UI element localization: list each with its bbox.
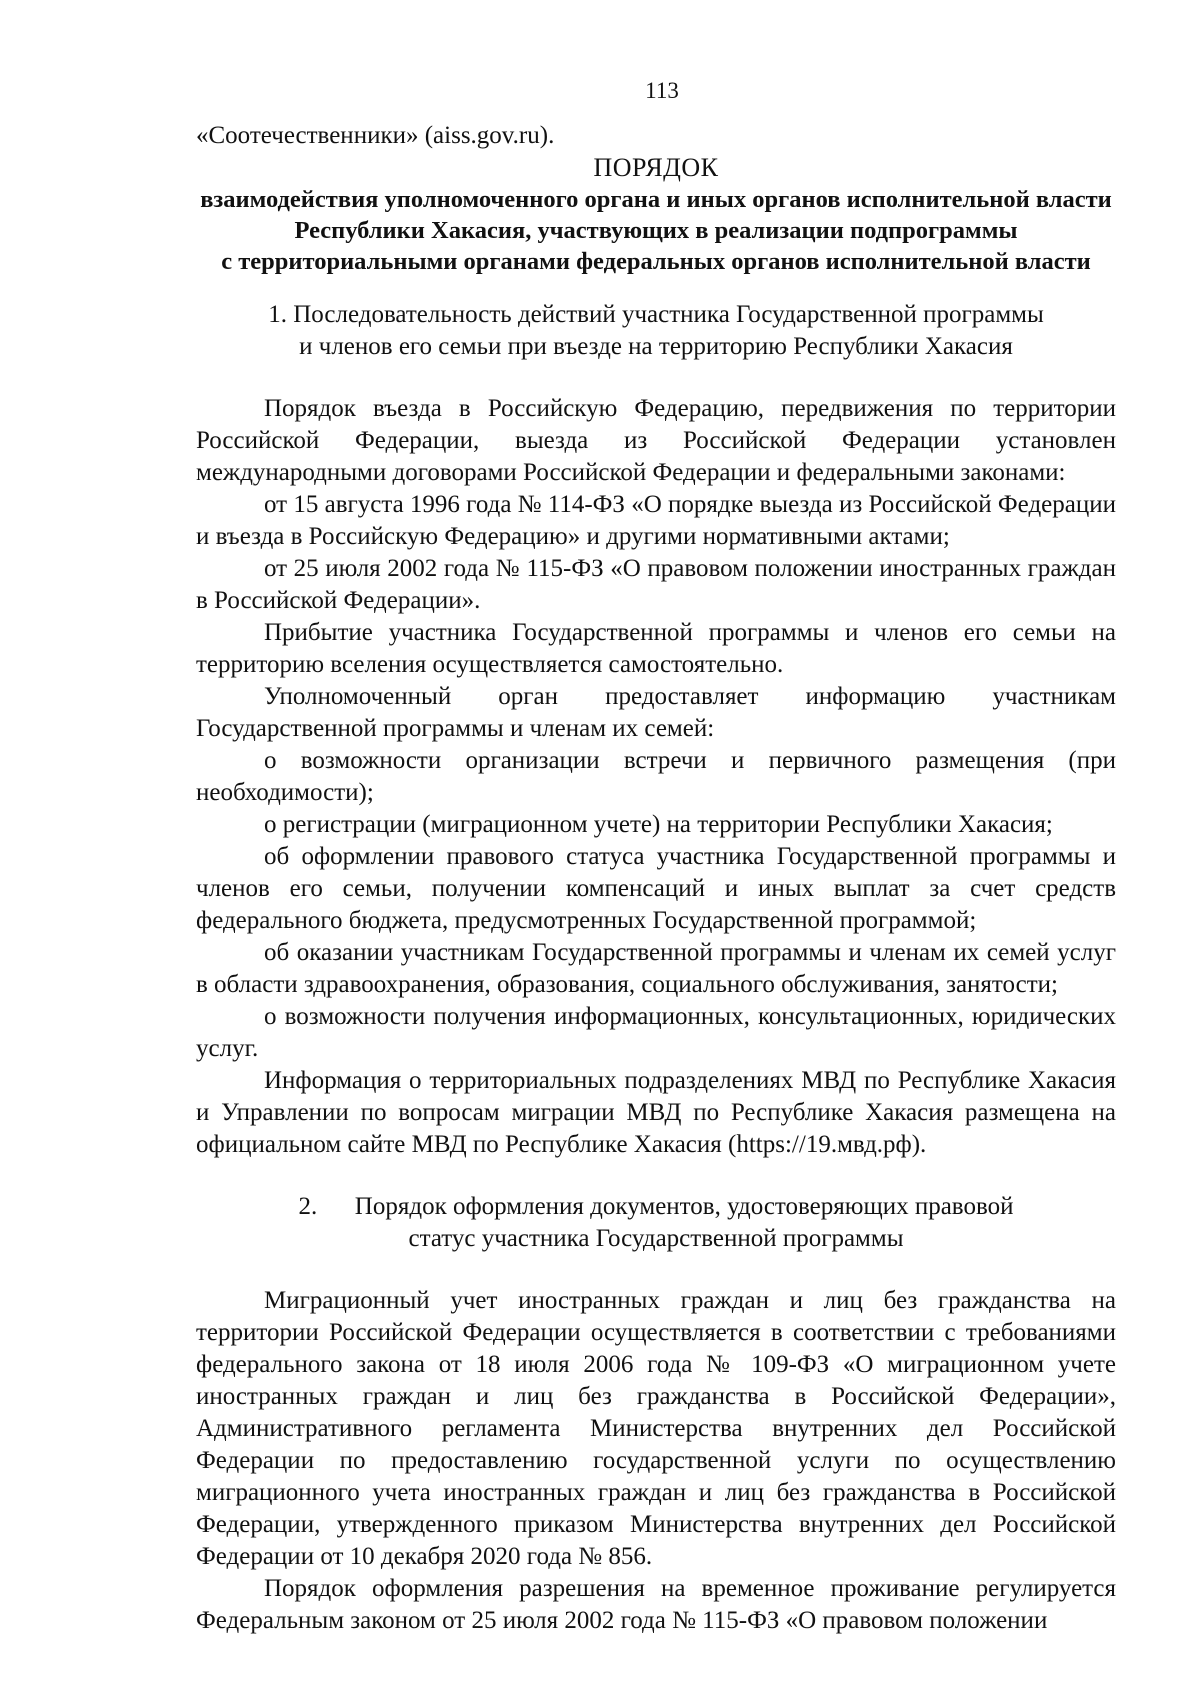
paragraph: от 15 августа 1996 года № 114-ФЗ «О порядке выезда из Российской Федерации и въезда в Российскую Федерацию» и другими нормативными актами; <box>196 491 1116 550</box>
section-1-heading: 1. Последовательность действий участника Государственной программы <box>268 301 1044 328</box>
subtitle-line: с территориальными органами федеральных органов исполнительной власти <box>221 248 1091 275</box>
spacer <box>196 1161 1116 1191</box>
paragraph: о возможности получения информационных, консультационных, юридических услуг. <box>196 1003 1116 1062</box>
paragraph: Прибытие участника Государственной программы и членов его семьи на территорию вселения осуществляется самостоятельно. <box>196 619 1116 678</box>
top-line: «Соотечественники» (aiss.gov.ru). <box>196 122 555 149</box>
page-number: 113 <box>645 78 679 103</box>
paragraph: Миграционный учет иностранных граждан и лиц без гражданства на территории Российской Федерации осуществляется в соответствии с требованиями федерального закона от 18 июля 2006 года № 109-ФЗ «О миграционном учете иностранных граждан и лиц без гражданства в Российской Федерации», Административного регламента Министерства внутренних дел Российской Федерации по предоставлению государственной услуги по осуществлению миграционного учета иностранных граждан и лиц без гражданства в Российской Федерации, утвержденного приказом Министерства внутренних дел Российской Федерации от 10 декабря 2020 года № 856. <box>196 1287 1116 1570</box>
section-1-heading: и членов его семьи при въезде на территорию Республики Хакасия <box>299 333 1013 360</box>
paragraph: об оформлении правового статуса участника Государственной программы и членов его семьи, получении компенсаций и иных выплат за счет средств федерального бюджета, предусмотренных Государственной программой; <box>196 843 1116 934</box>
section-2-heading: статус участника Государственной программы <box>408 1225 904 1252</box>
spacer <box>196 1255 1116 1285</box>
paragraph: Порядок оформления разрешения на временное проживание регулируется Федеральным законом от 25 июля 2002 года № 115-ФЗ «О правовом положении <box>196 1575 1116 1634</box>
document-title: ПОРЯДОК <box>593 153 719 182</box>
paragraph: Уполномоченный орган предоставляет информацию участникам Государственной программы и членам их семей: <box>196 683 1116 742</box>
spacer <box>196 277 1116 299</box>
paragraph: об оказании участникам Государственной программы и членам их семей услуг в области здравоохранения, образования, социального обслуживания, занятости; <box>196 939 1116 998</box>
paragraph: о возможности организации встречи и первичного размещения (при необходимости); <box>196 747 1116 806</box>
document-body <box>196 120 1116 1637</box>
subtitle-line: взаимодействия уполномоченного органа и иных органов исполнительной власти <box>200 186 1112 213</box>
subtitle-line: Республики Хакасия, участвующих в реализации подпрограммы <box>294 217 1018 244</box>
spacer <box>196 363 1116 393</box>
paragraph: Информация о территориальных подразделениях МВД по Республике Хакасия и Управлении по вопросам миграции МВД по Республике Хакасия размещена на официальном сайте МВД по Республике Хакасия (https://19.мвд.рф). <box>196 1067 1116 1158</box>
section-2-heading: 2. Порядок оформления документов, удостоверяющих правовой <box>298 1193 1014 1220</box>
paragraph: Порядок въезда в Российскую Федерацию, передвижения по территории Российской Федерации, выезда из Российской Федерации установлен международными договорами Российской Федерации и федеральными законами: <box>196 395 1116 486</box>
paragraph: от 25 июля 2002 года № 115-ФЗ «О правовом положении иностранных граждан в Российской Федерации». <box>196 555 1116 614</box>
paragraph: о регистрации (миграционном учете) на территории Республики Хакасия; <box>264 811 1053 838</box>
